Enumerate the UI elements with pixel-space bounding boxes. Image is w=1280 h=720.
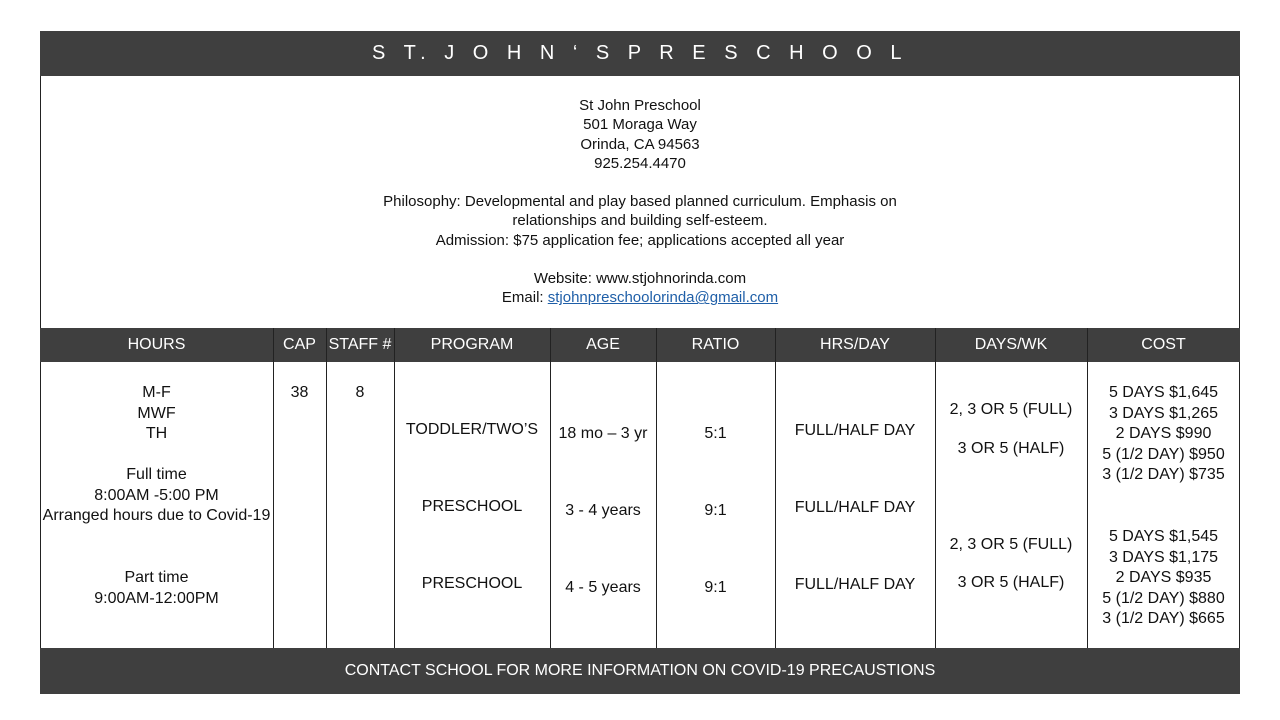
program-row-1: TODDLER/TWO’S (405, 421, 539, 438)
school-city: Orinda, CA 94563 (580, 135, 700, 153)
header-program: PROGRAM (430, 336, 514, 353)
header-staff: STAFF # (328, 336, 392, 353)
cost-item: 3 DAYS $1,175 (1108, 548, 1219, 566)
email-link[interactable]: stjohnpreschoolorinda@gmail.com (547, 289, 779, 307)
column-divider (775, 328, 776, 648)
page-title: S T. J O H N ‘ S P R E S C H O O L (40, 31, 1240, 76)
header-cost: COST (1141, 336, 1186, 353)
hrs-day-row-3: FULL/HALF DAY (794, 576, 916, 593)
hours-part-time (40, 568, 273, 609)
cap-value: 38 (290, 384, 309, 401)
column-divider (394, 328, 395, 648)
ratio-row-1: 5:1 (704, 425, 727, 442)
ratio-row-3: 9:1 (704, 579, 727, 596)
cost-item: 5 DAYS $1,545 (1108, 528, 1219, 545)
full-time-note: Arranged hours due to Covid-19 (42, 507, 271, 524)
days-half-2: 3 OR 5 (HALF) (957, 574, 1065, 591)
ratio-row-2: 9:1 (704, 502, 727, 519)
header-age: AGE (586, 336, 620, 353)
age-row-2: 3 - 4 years (565, 502, 641, 519)
staff-value: 8 (355, 384, 365, 401)
header-cap: CAP (283, 336, 316, 353)
header-hours: HOURS (127, 336, 186, 353)
column-divider (656, 328, 657, 648)
hours-day-th: TH (145, 425, 168, 442)
school-street: 501 Moraga Way (583, 116, 697, 134)
hours-full-time (40, 465, 273, 527)
preschool-sheet (40, 31, 1240, 694)
cost-item: 5 DAYS $1,645 (1108, 384, 1219, 401)
cost-group-1 (1087, 383, 1240, 486)
full-time-hours: 8:00AM -5:00 PM (94, 486, 219, 504)
admission-text: Admission: $75 application fee; applications accepted all year (435, 232, 845, 249)
hours-day-mf: M-F (142, 384, 171, 401)
school-phone: 925.254.4470 (594, 154, 686, 172)
covid-footer: CONTACT SCHOOL FOR MORE INFORMATION ON COVID-19 PRECAUSTIONS (40, 648, 1240, 694)
hours-days (40, 383, 273, 445)
days-full-1: 2, 3 OR 5 (FULL) (949, 401, 1073, 418)
days-full-2: 2, 3 OR 5 (FULL) (949, 536, 1073, 553)
header-ratio: RATIO (691, 336, 740, 353)
hours-day-mwf: MWF (137, 404, 176, 422)
column-divider (326, 328, 327, 648)
hrs-day-row-2: FULL/HALF DAY (794, 499, 916, 516)
part-time-hours: 9:00AM-12:00PM (94, 589, 219, 607)
cost-item: 2 DAYS $990 (1115, 425, 1212, 442)
email-row (41, 288, 1239, 307)
header-days-wk: DAYS/WK (974, 336, 1048, 353)
program-row-3: PRESCHOOL (421, 575, 523, 592)
cost-item: 3 (1/2 DAY) $665 (1102, 610, 1225, 627)
age-row-1: 18 mo – 3 yr (558, 425, 648, 442)
cost-group-2 (1087, 527, 1240, 630)
cost-item: 5 (1/2 DAY) $880 (1102, 589, 1225, 607)
column-divider (273, 328, 274, 648)
cost-item: 5 (1/2 DAY) $950 (1102, 445, 1225, 463)
table-header (40, 328, 1240, 362)
philosophy-line-2: relationships and building self-esteem. (512, 212, 768, 230)
website-text: Website: www.stjohnorinda.com (533, 270, 747, 287)
school-info (40, 76, 1240, 328)
column-divider (935, 328, 936, 648)
program-row-2: PRESCHOOL (421, 498, 523, 515)
cost-item: 3 (1/2 DAY) $735 (1102, 466, 1225, 483)
header-hrs-day: HRS/DAY (820, 336, 890, 353)
email-label: Email: (501, 289, 548, 307)
cost-item: 2 DAYS $935 (1115, 569, 1212, 586)
philosophy-line-1: Philosophy: Developmental and play based planned curriculum. Emphasis on (383, 193, 897, 210)
days-half-1: 3 OR 5 (HALF) (957, 440, 1065, 457)
school-name: St John Preschool (579, 97, 701, 114)
age-row-3: 4 - 5 years (565, 579, 641, 596)
hrs-day-row-1: FULL/HALF DAY (794, 422, 916, 439)
part-time-label: Part time (124, 569, 189, 586)
cost-item: 3 DAYS $1,265 (1108, 404, 1219, 422)
full-time-label: Full time (126, 466, 187, 483)
column-divider (550, 328, 551, 648)
